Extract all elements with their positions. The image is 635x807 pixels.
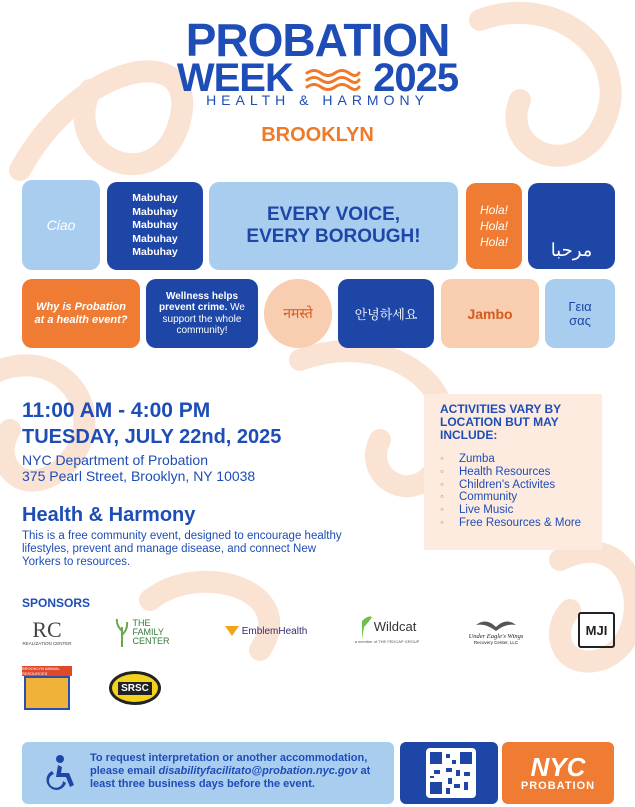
about-text: This is a free community event, designed to encourage healthy lifestyles, prevent and manage disease, and connect New Yorkers to resources.	[22, 530, 342, 568]
family-text: THE	[132, 617, 151, 628]
every-borough-text: EVERY BOROUGH!	[246, 226, 421, 247]
wave-icon	[305, 68, 361, 92]
under-eagles-wings-logo	[462, 610, 530, 652]
jambo-text: Jambo	[467, 305, 513, 322]
wellness-rest-text: We support the whole community!	[162, 302, 245, 336]
namaste-text: नमस्ते	[283, 305, 313, 321]
emblemhealth-logo	[216, 620, 316, 642]
list-item: ◦ Health Resources	[440, 466, 581, 479]
family-text: FAMILY	[132, 626, 164, 637]
eagle-sub-text: Recovery Center, LLC	[473, 640, 519, 645]
bubble-korean	[338, 279, 434, 348]
srsc-logo	[108, 668, 162, 708]
family-text: CENTER	[132, 635, 170, 646]
mabuhay-text: Mabuhay	[132, 246, 178, 259]
title-week: WEEK	[176, 56, 293, 100]
about-heading: Health & Harmony	[22, 504, 196, 526]
plant-icon	[114, 617, 130, 647]
every-voice-text: EVERY VOICE,	[266, 204, 401, 225]
brooklyn-shop-logo	[22, 665, 72, 711]
bubble-mabuhay	[107, 182, 203, 270]
bubble-marhaba	[528, 183, 615, 269]
qr-panel	[400, 742, 498, 804]
bubble-greek	[545, 279, 615, 348]
shop-awning	[22, 666, 72, 676]
mji-logo	[578, 612, 615, 648]
wellness-text	[154, 291, 250, 337]
shop-building	[24, 676, 70, 710]
srsc-badge	[109, 671, 161, 705]
event-date: TUESDAY, JULY 22nd, 2025	[22, 426, 282, 448]
mabuhay-text: Mabuhay	[132, 192, 178, 205]
event-time: 11:00 AM - 4:00 PM	[22, 399, 211, 422]
nyc-probation-logo	[502, 742, 614, 804]
emblem-icon	[225, 626, 239, 636]
list-item: ◦ Free Resources & More	[440, 517, 581, 530]
event-address	[22, 452, 255, 484]
hola-text: Hola!	[479, 219, 508, 233]
eagle-icon	[476, 617, 516, 633]
bubble-every-voice	[209, 182, 458, 270]
mabuhay-text: Mabuhay	[132, 232, 178, 245]
leaf-icon	[358, 615, 374, 639]
title-probation: PROBATION	[185, 14, 450, 66]
probation-text: PROBATION	[520, 780, 596, 792]
list-item: ◦ Live Music	[440, 504, 581, 517]
family-center-text	[132, 619, 169, 646]
srsc-text: SRSC	[118, 682, 152, 695]
footer-text-b: at least three business days before the event.	[90, 765, 371, 790]
bubble-wellness	[146, 279, 258, 348]
wildcat-mark	[358, 615, 417, 639]
borough-name: BROOKLYN	[261, 124, 374, 146]
hola-text: Hola!	[479, 203, 508, 217]
korean-text: 안녕하세요	[354, 307, 418, 322]
greek-text: σας	[569, 312, 591, 328]
accommodation-email-link[interactable]: disabilityfacilitato@probation.nyc.gov	[158, 765, 358, 777]
event-venue: NYC Department of Probation	[22, 452, 208, 468]
wellness-bold-text: Wellness helps prevent crime.	[159, 290, 239, 313]
mabuhay-text: Mabuhay	[132, 219, 178, 232]
bubble-ciao-text: Ciao	[46, 217, 76, 233]
bubble-why	[22, 279, 140, 348]
bubble-jambo	[441, 279, 539, 348]
title-year: 2025	[373, 56, 459, 100]
family-center-logo	[110, 614, 174, 650]
bubble-ciao	[22, 180, 100, 270]
wildcat-logo	[352, 607, 422, 651]
greek-text: Γεια	[568, 298, 592, 314]
list-item: ◦ Zumba	[440, 453, 581, 466]
accommodation-text	[90, 752, 388, 791]
subtitle: HEALTH & HARMONY	[206, 92, 429, 108]
bubble-hola	[466, 183, 522, 269]
wildcat-text: Wildcat	[373, 619, 417, 634]
accessibility-icon	[38, 753, 78, 793]
nyc-text: NYC	[530, 752, 586, 782]
wildcat-sub-text: a member of THE FEDCAP GROUP	[354, 638, 420, 644]
list-item: ◦ Community	[440, 491, 581, 504]
activities-list	[440, 453, 581, 530]
footer-text-a: To request interpretation or another accommodation, please email	[90, 752, 368, 777]
shop-text: BROOKLYN ANIMAL RESOURCES	[22, 666, 60, 676]
emblem-text: EmblemHealth	[241, 625, 308, 637]
hola-text: Hola!	[479, 235, 508, 249]
list-item: ◦ Children's Activites	[440, 479, 581, 492]
mabuhay-text: Mabuhay	[132, 205, 178, 218]
realization-center-logo	[22, 614, 72, 650]
marhaba-text: مرحبا	[550, 240, 593, 260]
qr-code-icon[interactable]	[426, 748, 476, 798]
eagle-text: Under Eagle's Wings	[468, 633, 524, 640]
bubble-namaste	[264, 279, 332, 348]
why-text: Why is Probation at a health event?	[34, 300, 128, 326]
sponsors-heading: SPONSORS	[22, 596, 91, 610]
mji-text: MJI	[585, 622, 608, 638]
rc-text: RC	[32, 616, 62, 642]
activities-title: ACTIVITIES VARY BY LOCATION BUT MAY INCLUDE:	[440, 402, 561, 442]
event-street: 375 Pearl Street, Brooklyn, NY 10038	[22, 468, 256, 484]
rc-sub-text: REALIZATION CENTER	[22, 640, 72, 646]
